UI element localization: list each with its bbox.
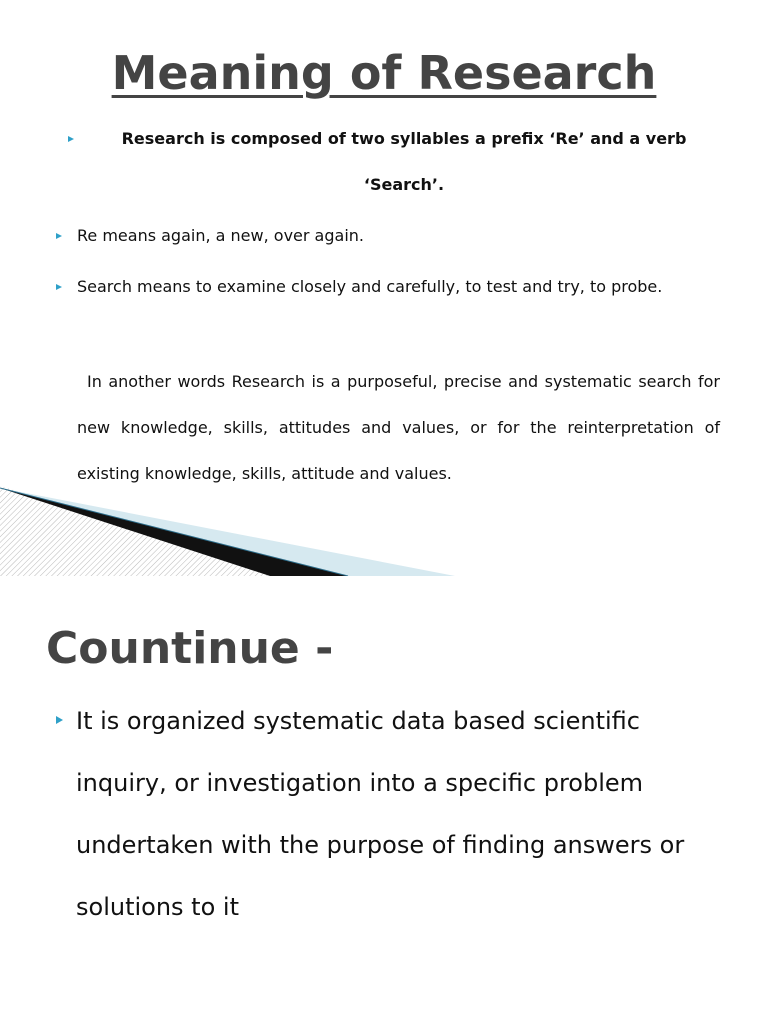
slide-countinue (0, 576, 768, 1024)
decorative-swoosh (0, 480, 768, 576)
slide-title: Meaning of Research (111, 46, 657, 100)
bullet-text: It is organized systematic data based scientific inquiry, or investigation into a specific problem undertaken with the purpose of finding answers or solutions to it (76, 707, 685, 921)
bullet-item (56, 690, 736, 938)
triangle-bullet-icon (68, 136, 74, 142)
bullet-text: Research is composed of two syllables a prefix ‘Re’ and a verb ‘Search’. (121, 129, 687, 194)
triangle-bullet-icon (56, 233, 62, 239)
triangle-bullet-icon (56, 284, 62, 290)
slide-title: Countinue - (46, 623, 334, 674)
bullet-text: Re means again, a new, over again. (77, 226, 364, 245)
bullet-item (68, 116, 718, 208)
triangle-bullet-icon (56, 716, 63, 724)
bullet-item (56, 213, 720, 259)
bullet-text: Search means to examine closely and carefully, to test and try, to probe. (77, 277, 663, 296)
paragraph (77, 359, 720, 497)
paragraph-text: In another words Research is a purposeful, precise and systematic search for new knowledge, skills, attitudes and values, or for the reinterpretation of existing knowledge, skills, attitude and values. (77, 372, 720, 483)
bullet-item (56, 264, 720, 310)
